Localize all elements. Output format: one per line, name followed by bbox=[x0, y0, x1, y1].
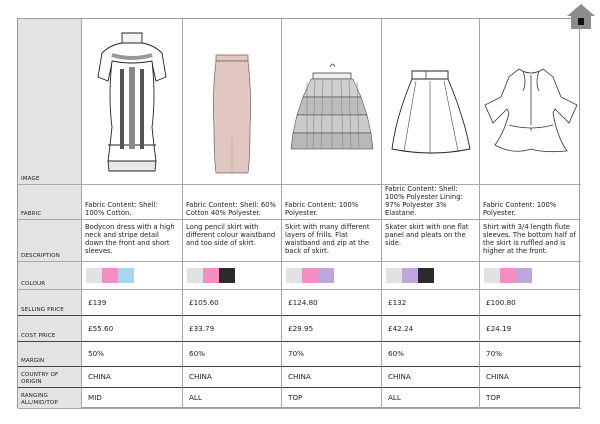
colour-swatch bbox=[516, 268, 532, 283]
home-icon[interactable] bbox=[565, 2, 597, 30]
fabric-text: Fabric Content: Shell: 60% Cotton 40% Polyester. bbox=[186, 201, 276, 217]
colour-swatch bbox=[418, 268, 434, 283]
row-label-selling-price: SELLING PRICE bbox=[18, 290, 82, 316]
product-5-selling-price: £100.80 bbox=[480, 290, 581, 316]
colour-swatch bbox=[286, 268, 302, 283]
product-5-image bbox=[480, 19, 581, 185]
colour-swatch bbox=[102, 268, 118, 283]
colour-swatch bbox=[219, 268, 235, 283]
product-2-ranging: ALL bbox=[183, 388, 282, 409]
row-label-fabric: FABRIC bbox=[18, 185, 82, 220]
product-5-description bbox=[480, 220, 581, 262]
product-3-description bbox=[282, 220, 382, 262]
row-label-cost-price: COST PRICE bbox=[18, 316, 82, 342]
bodycon-dress-icon bbox=[92, 27, 172, 177]
row-label-ranging: RANGING ALL/MID/TOP bbox=[18, 388, 82, 409]
product-4-colours bbox=[382, 262, 480, 290]
product-1-image bbox=[82, 19, 183, 185]
colour-swatch bbox=[402, 268, 418, 283]
row-label-description: DESCRIPTION bbox=[18, 220, 82, 262]
product-1-cost-price: £55.60 bbox=[82, 316, 183, 342]
colour-swatch bbox=[118, 268, 134, 283]
product-2-margin: 60% bbox=[183, 342, 282, 367]
product-3-margin: 70% bbox=[282, 342, 382, 367]
product-1-description bbox=[82, 220, 183, 262]
product-4-cost-price: £42.24 bbox=[382, 316, 480, 342]
product-4-selling-price: £132 bbox=[382, 290, 480, 316]
product-4-fabric bbox=[382, 185, 480, 220]
product-3-colours bbox=[282, 262, 382, 290]
flute-sleeve-shirt-icon bbox=[483, 27, 579, 177]
product-4-country: CHINA bbox=[382, 367, 480, 388]
product-2-cost-price: £33.79 bbox=[183, 316, 282, 342]
description-text: Long pencil skirt with different colour waistband and too side of skirt. bbox=[186, 223, 276, 247]
colour-swatch bbox=[500, 268, 516, 283]
product-4-ranging: ALL bbox=[382, 388, 480, 409]
product-5-ranging: TOP bbox=[480, 388, 581, 409]
row-label-margin: MARGIN bbox=[18, 342, 82, 367]
product-5-colours bbox=[480, 262, 581, 290]
product-5-margin: 70% bbox=[480, 342, 581, 367]
description-text: Skater skirt with one flat panel and pleats on the side. bbox=[385, 223, 469, 247]
colour-swatch bbox=[302, 268, 318, 283]
product-1-fabric bbox=[82, 185, 183, 220]
product-4-margin: 60% bbox=[382, 342, 480, 367]
product-4-image bbox=[382, 19, 480, 185]
product-2-fabric bbox=[183, 185, 282, 220]
product-4-description bbox=[382, 220, 480, 262]
colour-swatch bbox=[484, 268, 500, 283]
colour-swatch bbox=[386, 268, 402, 283]
product-3-cost-price: £29.95 bbox=[282, 316, 382, 342]
description-text: Bodycon dress with a high neck and stripe detail down the front and short sleeves. bbox=[85, 223, 175, 255]
description-text: Skirt with many different layers of frills. Flat waistband and zip at the back of skirt. bbox=[285, 223, 370, 255]
product-3-selling-price: £124.80 bbox=[282, 290, 382, 316]
product-1-margin: 50% bbox=[82, 342, 183, 367]
product-1-colours bbox=[82, 262, 183, 290]
product-2-image bbox=[183, 19, 282, 185]
product-5-country: CHINA bbox=[480, 367, 581, 388]
fabric-text: Fabric Content: Shell: 100% Cotton. bbox=[85, 201, 158, 217]
colour-swatch bbox=[318, 268, 334, 283]
product-1-ranging: MID bbox=[82, 388, 183, 409]
product-2-colours bbox=[183, 262, 282, 290]
colour-swatch bbox=[86, 268, 102, 283]
skater-skirt-icon bbox=[386, 27, 476, 177]
pencil-skirt-icon bbox=[202, 27, 262, 177]
description-text: Shirt with 3/4 length flute sleeves. The bottom half of the skirt is ruffled and is higher at the front. bbox=[483, 223, 576, 255]
row-label-image: IMAGE bbox=[18, 19, 82, 185]
product-5-cost-price: £24.19 bbox=[480, 316, 581, 342]
product-2-selling-price: £105.60 bbox=[183, 290, 282, 316]
row-label-country: COUNTRY OF ORIGIN bbox=[18, 367, 82, 388]
product-range-sheet bbox=[17, 18, 580, 408]
frill-skirt-icon bbox=[287, 27, 377, 177]
product-3-ranging: TOP bbox=[282, 388, 382, 409]
product-5-fabric bbox=[480, 185, 581, 220]
fabric-text: Fabric Content: Shell: 100% Polyester Lining: 97% Polyester 3% Elastane. bbox=[385, 185, 463, 217]
product-1-selling-price: £139 bbox=[82, 290, 183, 316]
fabric-text: Fabric Content: 100% Polyester. bbox=[483, 201, 557, 217]
product-3-fabric bbox=[282, 185, 382, 220]
row-label-colour: COLOUR bbox=[18, 262, 82, 290]
colour-swatch bbox=[187, 268, 203, 283]
product-3-country: CHINA bbox=[282, 367, 382, 388]
product-2-description bbox=[183, 220, 282, 262]
colour-swatch bbox=[203, 268, 219, 283]
product-2-country: CHINA bbox=[183, 367, 282, 388]
product-3-image bbox=[282, 19, 382, 185]
fabric-text: Fabric Content: 100% Polyester. bbox=[285, 201, 359, 217]
product-1-country: CHINA bbox=[82, 367, 183, 388]
